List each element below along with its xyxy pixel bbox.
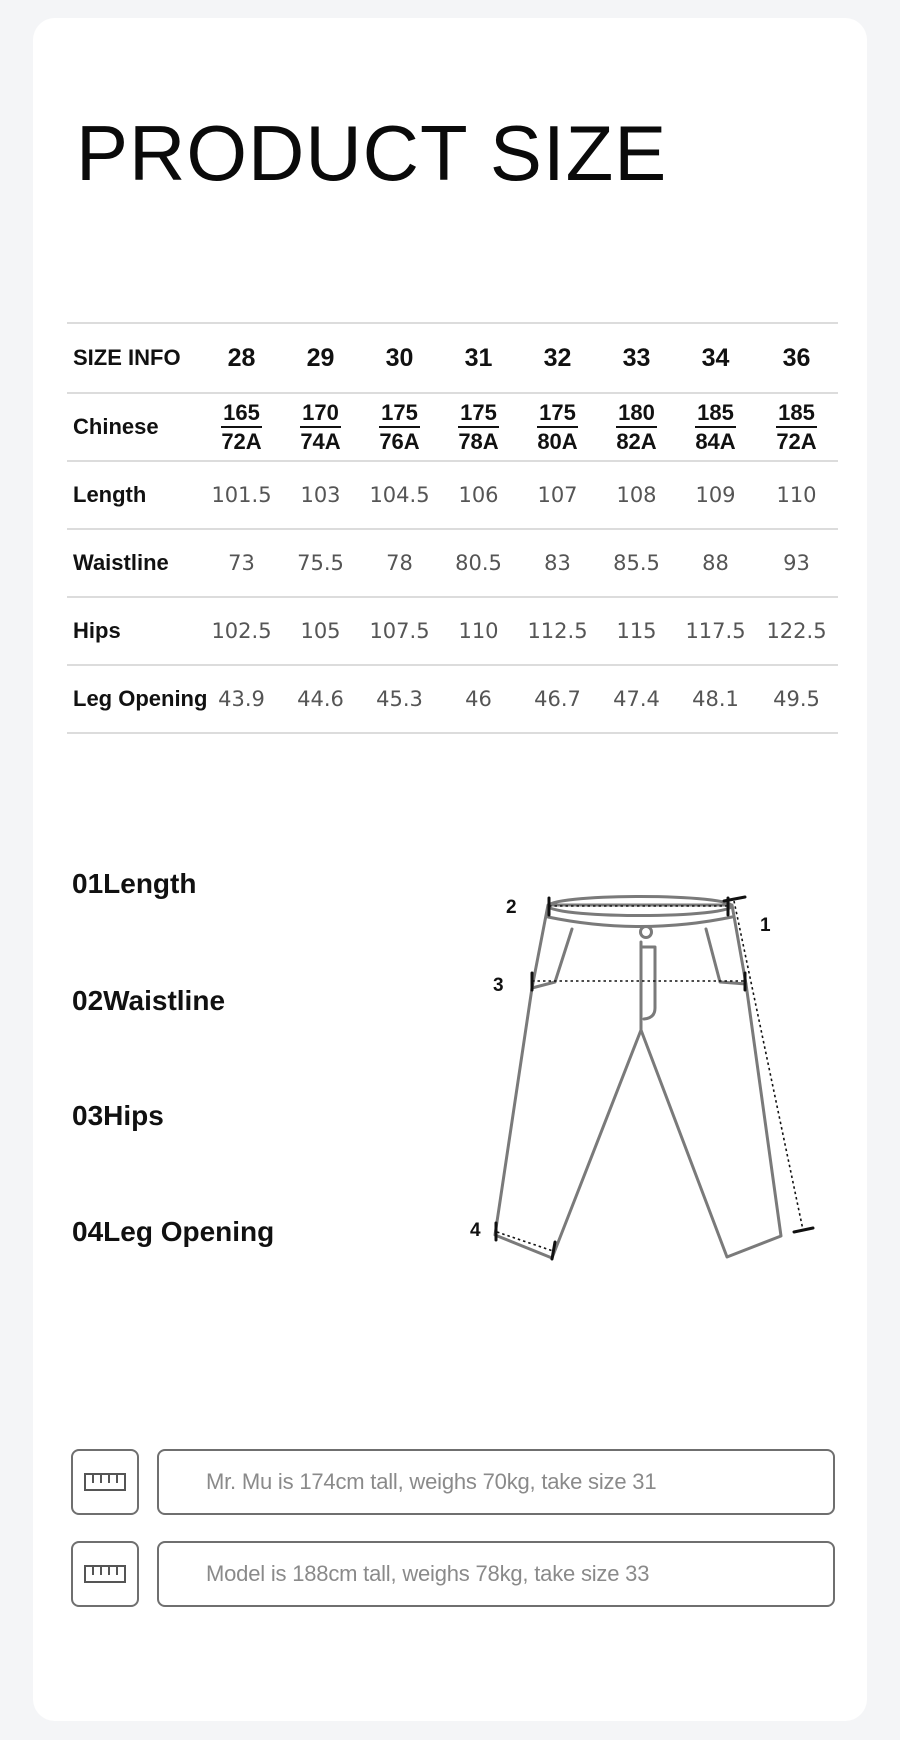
row-label: Waistline: [67, 529, 202, 597]
chinese-size-fraction: [458, 401, 499, 454]
diagram-number-4: 4: [470, 1220, 481, 1241]
chinese-code: 84A: [695, 428, 736, 454]
chinese-height: 175: [379, 401, 420, 428]
table-cell: 46: [439, 665, 518, 733]
table-cell: 45.3: [360, 665, 439, 733]
row-label: Length: [67, 461, 202, 529]
size-header: 34: [676, 323, 755, 393]
table-cell: 102.5: [202, 597, 281, 665]
table-cell: 73: [202, 529, 281, 597]
table-cell: 83: [518, 529, 597, 597]
ruler-icon: [83, 1563, 127, 1585]
table-cell: 109: [676, 461, 755, 529]
size-header: 31: [439, 323, 518, 393]
row-label: Chinese: [67, 393, 202, 461]
ruler-icon-box-2: [71, 1541, 139, 1607]
table-cell: 46.7: [518, 665, 597, 733]
table-cell: 112.5: [518, 597, 597, 665]
waistband-bottom: [548, 917, 732, 927]
chinese-height: 175: [537, 401, 578, 428]
table-cell: 107: [518, 461, 597, 529]
row-label: Hips: [67, 597, 202, 665]
ruler-icon-box-1: [71, 1449, 139, 1515]
chinese-code: 74A: [300, 428, 341, 454]
chinese-size-cell: [360, 393, 439, 461]
table-cell: 75.5: [281, 529, 360, 597]
chinese-code: 80A: [537, 428, 578, 454]
table-cell: 48.1: [676, 665, 755, 733]
model-note-1: Mr. Mu is 174cm tall, weighs 70kg, take size 31: [157, 1449, 835, 1515]
table-cell: 106: [439, 461, 518, 529]
button-icon: [641, 927, 652, 938]
length-measure-line: [734, 901, 803, 1230]
table-cell: 88: [676, 529, 755, 597]
chinese-size-cell: [281, 393, 360, 461]
table-cell: 78: [360, 529, 439, 597]
chinese-height: 170: [300, 401, 341, 428]
measure-label-length: 01Length: [72, 868, 197, 899]
size-info-label: SIZE INFO: [67, 323, 202, 393]
pants-outline: [495, 905, 781, 1258]
chinese-code: 76A: [379, 428, 420, 454]
diagram-number-2: 2: [506, 897, 517, 918]
measure-label-waistline: 02Waistline: [72, 985, 226, 1016]
table-cell: 110: [755, 461, 838, 529]
model-note-2: Model is 188cm tall, weighs 78kg, take size 33: [157, 1541, 835, 1607]
chinese-size-fraction: [379, 401, 420, 454]
row-label: Leg Opening: [67, 665, 202, 733]
table-cell: 117.5: [676, 597, 755, 665]
size-header: 29: [281, 323, 360, 393]
table-row-chinese: [67, 393, 838, 461]
chinese-height: 185: [695, 401, 736, 428]
chinese-size-fraction: [300, 401, 341, 454]
ruler-icon: [83, 1471, 127, 1493]
diagram-number-1: 1: [760, 915, 771, 936]
chinese-size-fraction: [221, 401, 262, 454]
chinese-size-cell: [676, 393, 755, 461]
chinese-size-cell: [439, 393, 518, 461]
chinese-height: 175: [458, 401, 499, 428]
pants-diagram: [460, 880, 830, 1270]
chinese-size-cell: [755, 393, 838, 461]
chinese-size-cell: [518, 393, 597, 461]
size-header: 36: [755, 323, 838, 393]
chinese-size-fraction: [695, 401, 736, 454]
table-cell: 122.5: [755, 597, 838, 665]
table-header-row: [67, 323, 838, 393]
page-title: PRODUCT SIZE: [76, 109, 668, 197]
size-header: 33: [597, 323, 676, 393]
size-header: 30: [360, 323, 439, 393]
size-header: 28: [202, 323, 281, 393]
size-header: 32: [518, 323, 597, 393]
fly: [641, 947, 655, 1019]
size-table: [67, 322, 838, 734]
chinese-height: 165: [221, 401, 262, 428]
table-cell: 115: [597, 597, 676, 665]
table-row: [67, 529, 838, 597]
table-cell: 103: [281, 461, 360, 529]
chinese-code: 72A: [776, 428, 817, 454]
table-cell: 107.5: [360, 597, 439, 665]
table-cell: 49.5: [755, 665, 838, 733]
chinese-code: 78A: [458, 428, 499, 454]
chinese-size-fraction: [776, 401, 817, 454]
table-row: [67, 665, 838, 733]
chinese-height: 185: [776, 401, 817, 428]
chinese-size-cell: [597, 393, 676, 461]
measure-label-hips: 03Hips: [72, 1100, 164, 1131]
table-cell: 108: [597, 461, 676, 529]
table-cell: 85.5: [597, 529, 676, 597]
table-cell: 80.5: [439, 529, 518, 597]
table-cell: 43.9: [202, 665, 281, 733]
diagram-number-3: 3: [493, 975, 504, 996]
chinese-code: 72A: [221, 428, 262, 454]
table-cell: 101.5: [202, 461, 281, 529]
table-cell: 105: [281, 597, 360, 665]
chinese-size-fraction: [616, 401, 657, 454]
chinese-size-cell: [202, 393, 281, 461]
table-cell: 110: [439, 597, 518, 665]
table-cell: 44.6: [281, 665, 360, 733]
table-row: [67, 597, 838, 665]
table-row: [67, 461, 838, 529]
measure-label-leg-opening: 04Leg Opening: [72, 1216, 275, 1247]
chinese-code: 82A: [616, 428, 657, 454]
chinese-size-fraction: [537, 401, 578, 454]
table-cell: 47.4: [597, 665, 676, 733]
chinese-height: 180: [616, 401, 657, 428]
table-cell: 93: [755, 529, 838, 597]
table-cell: 104.5: [360, 461, 439, 529]
